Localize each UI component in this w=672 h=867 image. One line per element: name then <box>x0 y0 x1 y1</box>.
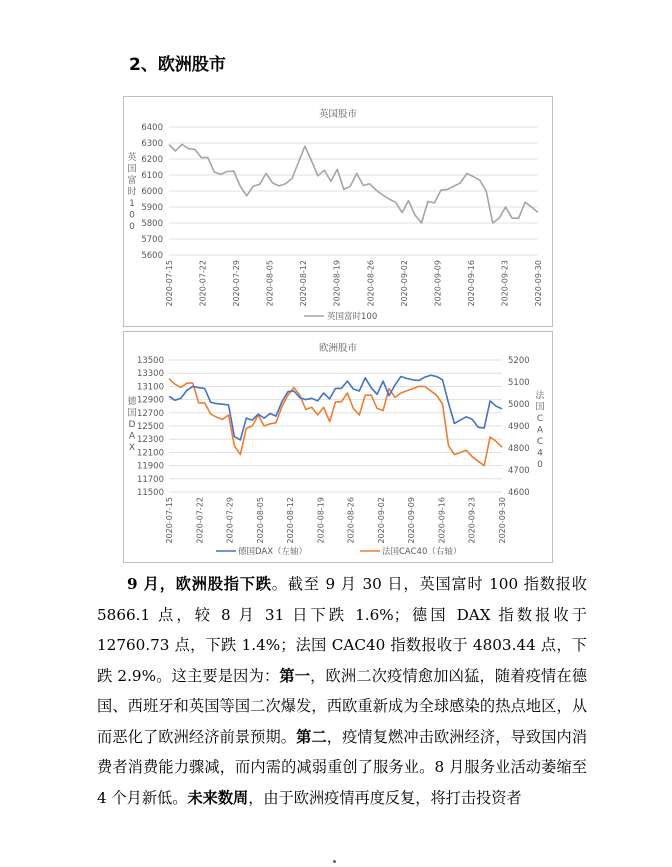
text-3: ，疫情复燃冲击欧洲经济，导致国内消费者消费能力骤减，而内需的减弱重创了服务业。8 月服务业活动萎缩至 4 个月新低。 <box>97 727 588 807</box>
y-tick-label: 5600 <box>141 251 163 261</box>
y-axis-label-char: 富 <box>127 176 137 186</box>
page-mark <box>333 860 336 863</box>
x-tick-label: 2020-09-09 <box>407 497 417 544</box>
y-tick-label: 6300 <box>141 139 163 149</box>
y-axis-label-char: 0 <box>129 222 135 232</box>
europe-stock-chart <box>123 331 553 563</box>
right-axis-label-char: 国 <box>535 402 545 413</box>
x-tick-label: 2020-08-26 <box>366 260 376 307</box>
y-axis-label-char: 1 <box>129 199 135 209</box>
right-tick-label: 4600 <box>508 488 530 498</box>
x-tick-label: 2020-09-16 <box>466 260 476 307</box>
y-tick-label: 6100 <box>141 171 163 181</box>
left-axis-label-char: X <box>128 443 136 453</box>
left-tick-label: 13500 <box>136 356 164 366</box>
x-tick-label: 2020-08-26 <box>346 497 356 544</box>
bold-next-weeks: 未来数周 <box>187 788 249 807</box>
x-tick-label: 2020-07-29 <box>225 497 235 544</box>
right-tick-label: 5000 <box>508 400 530 410</box>
left-tick-label: 12300 <box>136 435 164 446</box>
x-tick-label: 2020-09-23 <box>467 497 477 544</box>
x-tick-label: 2020-08-05 <box>255 497 265 544</box>
x-tick-label: 2020-08-12 <box>286 497 296 544</box>
chart-title: 欧洲股市 <box>318 343 358 354</box>
x-tick-label: 2020-09-16 <box>437 497 447 544</box>
bold-second: 第二 <box>296 727 327 746</box>
left-tick-label: 11900 <box>136 461 164 472</box>
legend-label-dax: 德国DAX（左轴） <box>238 547 308 557</box>
right-axis-label-char: 4 <box>537 448 543 459</box>
ftse-series-line <box>169 144 538 223</box>
right-tick-label: 4700 <box>508 466 530 476</box>
left-axis-label-char: D <box>128 420 136 430</box>
y-tick-label: 5800 <box>141 219 163 229</box>
right-axis-label-char: A <box>536 425 544 436</box>
y-tick-label: 6200 <box>141 155 163 165</box>
text-2: ，欧洲二次疫情愈加凶猛，随着疫情在德国、西班牙和英国等国二次爆发，西欧重新成为全球感染的热点地区，从而恶化了欧洲经济前景预期。 <box>97 666 588 746</box>
x-tick-label: 2020-07-15 <box>165 497 174 544</box>
x-tick-label: 2020-09-23 <box>500 260 510 307</box>
x-tick-label: 2020-09-09 <box>433 260 443 307</box>
right-tick-label: 5100 <box>508 378 530 388</box>
x-tick-label: 2020-07-15 <box>165 260 174 307</box>
x-tick-label: 2020-09-30 <box>534 260 543 307</box>
left-tick-label: 13100 <box>136 382 164 393</box>
y-tick-label: 6400 <box>141 123 163 133</box>
right-tick-label: 4900 <box>508 422 530 432</box>
left-tick-label: 12700 <box>136 408 164 419</box>
y-axis-label-char: 国 <box>127 164 137 175</box>
y-axis-label-char: 时 <box>127 187 137 198</box>
x-tick-label: 2020-07-29 <box>232 260 242 307</box>
left-tick-label: 13300 <box>136 369 164 380</box>
right-tick-label: 5200 <box>508 356 530 366</box>
right-axis-label-char: 0 <box>537 460 543 470</box>
europe-stock-chart-svg <box>124 332 552 562</box>
uk-stock-chart <box>123 96 553 327</box>
section-heading: 2、欧洲股市 <box>129 55 226 75</box>
left-axis-label-char: 国 <box>127 408 137 419</box>
left-tick-label: 12100 <box>136 448 164 459</box>
x-tick-label: 2020-09-02 <box>399 260 409 307</box>
left-axis-label-char: 德 <box>127 397 137 407</box>
x-tick-label: 2020-08-19 <box>316 497 326 544</box>
x-tick-label: 2020-07-22 <box>195 497 205 544</box>
x-tick-label: 2020-08-05 <box>265 260 275 307</box>
left-tick-label: 12900 <box>136 395 164 406</box>
left-tick-label: 11700 <box>136 474 164 485</box>
legend-label: 英国富时100 <box>327 312 378 322</box>
x-tick-label: 2020-08-12 <box>299 260 309 307</box>
text-4: ，由于欧洲疫情再度反复，将打击投资者 <box>248 788 522 807</box>
dax-series-line <box>169 375 502 440</box>
left-axis-label-char: A <box>128 431 136 442</box>
right-tick-label: 4800 <box>508 444 530 454</box>
x-tick-label: 2020-08-19 <box>332 260 342 307</box>
y-tick-label: 5700 <box>141 235 163 245</box>
x-tick-label: 2020-09-30 <box>498 497 507 544</box>
right-axis-label-char: C <box>536 414 544 424</box>
y-tick-label: 6000 <box>141 187 163 197</box>
bold-first: 第一 <box>279 666 311 685</box>
y-axis-label-char: 0 <box>129 210 135 221</box>
chart-title: 英国股市 <box>318 109 358 120</box>
right-axis-label-char: C <box>536 437 544 447</box>
left-tick-label: 12500 <box>136 422 164 432</box>
x-tick-label: 2020-07-22 <box>198 260 208 307</box>
right-axis-label-char: 法 <box>535 391 545 401</box>
x-tick-label: 2020-09-02 <box>376 497 386 544</box>
legend-label-cac40: 法国CAC40（右轴） <box>382 547 462 557</box>
text-1: 。截至 9 月 30 日，英国富时 100 指数报收 5866.1 点，较 8 月 31 日下跌 1.6%；德国 DAX 指数报收于 12760.73 点，下跌 1.4%；法国 CAC40 指数报收于 4803.44 点，下跌 2.9%。这主要是因为： <box>97 575 587 685</box>
y-tick-label: 5900 <box>141 203 163 213</box>
left-tick-label: 11500 <box>136 488 164 498</box>
lead-bold: 9 月，欧洲股指下跌 <box>127 575 272 593</box>
page-bottom-edge <box>0 856 672 867</box>
uk-stock-chart-svg <box>124 97 552 326</box>
y-axis-label-char: 英 <box>127 153 137 163</box>
analysis-paragraph <box>97 569 587 813</box>
